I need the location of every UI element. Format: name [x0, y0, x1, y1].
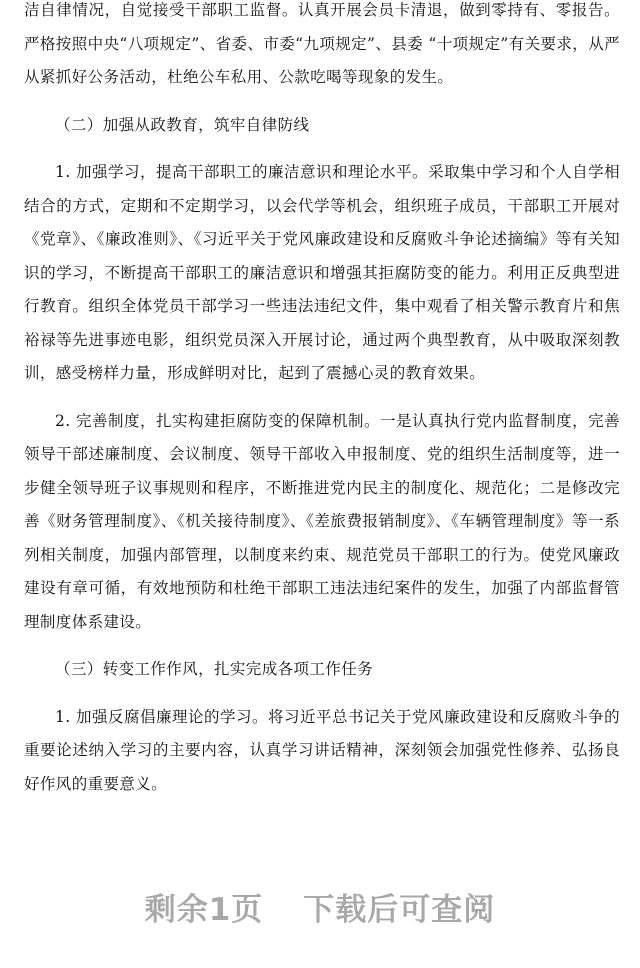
paragraph-theory: 1. 加强反腐倡廉理论的学习。将习近平总书记关于党风廉政建设和反腐败斗争的重要论述纳入学习的主要内容，认真学习讲话精神，深刻领会加强党性修养、弘扬良好作风的重要意义。	[24, 707, 620, 793]
paragraph-continued: 洁自律情况，自觉接受干部职工监督。认真开展会员卡清退，做到零持有、零报告。严格按照中央“八项规定”、省委、市委“九项规定”、县委 “十项规定”有关要求，从严从紧抓好公务活动，杜绝公车私用、公款吃喝等现象的发生。	[24, 1, 620, 86]
paragraph-study: 1. 加强学习，提高干部职工的廉洁意识和理论水平。采取集中学习和个人自学相结合的方式，定期和不定期学习，以会代学等机会，组织班子成员，干部职工开展对《党章》、《廉政准则》、《习近平关于党风廉政建设和反腐败斗争论述摘编》等有关知识的学习，不断提高干部职工的廉洁意识和增强其拒腐防变的能力。利用正反典型进行教育。组织全体党员干部学习一些违法违纪文件，集中观看了相关警示教育片和焦裕禄等先进事迹电影，组织党员深入开展讨论，通过两个典型教育，从中吸取深刻教训，感受榜样力量，形成鲜明对比，起到了震撼心灵的教育效果。	[24, 163, 620, 382]
section-heading-2: （二）加强从政教育，筑牢自律防线	[55, 115, 310, 134]
document-body	[24, 0, 620, 801]
download-prompt[interactable]	[0, 884, 640, 929]
section-heading-3: （三）转变工作作风，扎实完成各项工作任务	[55, 660, 374, 678]
remaining-pages-label: 剩余1页	[144, 892, 264, 928]
paragraph-system: 2. 完善制度，扎实构建拒腐防变的保障机制。一是认真执行党内监督制度，完善领导干部述廉制度、会议制度、领导干部收入申报制度、党的组织生活制度等，进一步健全领导班子议事规则和程序，不断推进党内民主的制度化、规范化；二是修改完善《财务管理制度》、《机关接待制度》、《差旅费报销制度》、《车辆管理制度》等一系列相关制度，加强内部管理，以制度来约束、规范党员干部职工的行为。使党风廉政建设有章可循，有效地预防和杜绝干部职工违法违纪案件的发生，加强了内部监督管理制度体系建设。	[24, 411, 620, 631]
download-to-view-label: 下载后可查阅	[303, 892, 496, 928]
